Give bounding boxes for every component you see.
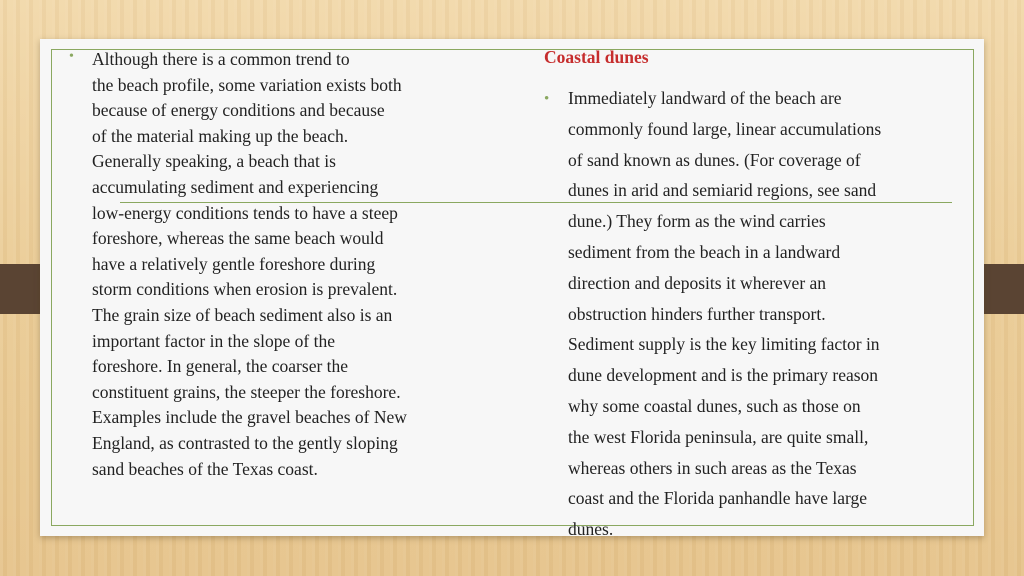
left-paragraph: Although there is a common trend to the beach profile, some variation exists both because of energy conditions and because of the material making up the beach. Generally speaking, a beach that is accumulating sediment and experiencing low-energy conditions tends to have a steep foreshore, whereas the same beach would have a relatively gentle foreshore during storm conditions when erosion is prevalent. The grain size of beach sediment also is an important factor in the slope of the foreshore. In general, the coarser the constituent grains, the steeper the foreshore. Examples include the gravel beaches of New England, as contrasted to the gently sloping sand beaches of the Texas coast. [92, 49, 407, 479]
slide-card [40, 39, 984, 540]
left-column [92, 47, 512, 482]
right-paragraph: Immediately landward of the beach are commonly found large, linear accumulations of sand known as dunes. (For coverage of dunes in arid and semiarid regions, see sand dune.) They form as the wind carries sediment from the beach in a landward direction and deposits it wherever an obstruction hinders further transport. Sediment supply is the key limiting factor in dune development and is the primary reason why some coastal dunes, such as those on the west Florida peninsula, are quite small, whereas others in such areas as the Texas coast and the Florida panhandle have large dunes. [568, 88, 882, 540]
coastal-dunes-heading: Coastal dunes [544, 47, 649, 67]
right-column [568, 83, 978, 545]
right-bullet-icon: • [544, 91, 550, 107]
left-bullet-icon: • [69, 49, 74, 64]
